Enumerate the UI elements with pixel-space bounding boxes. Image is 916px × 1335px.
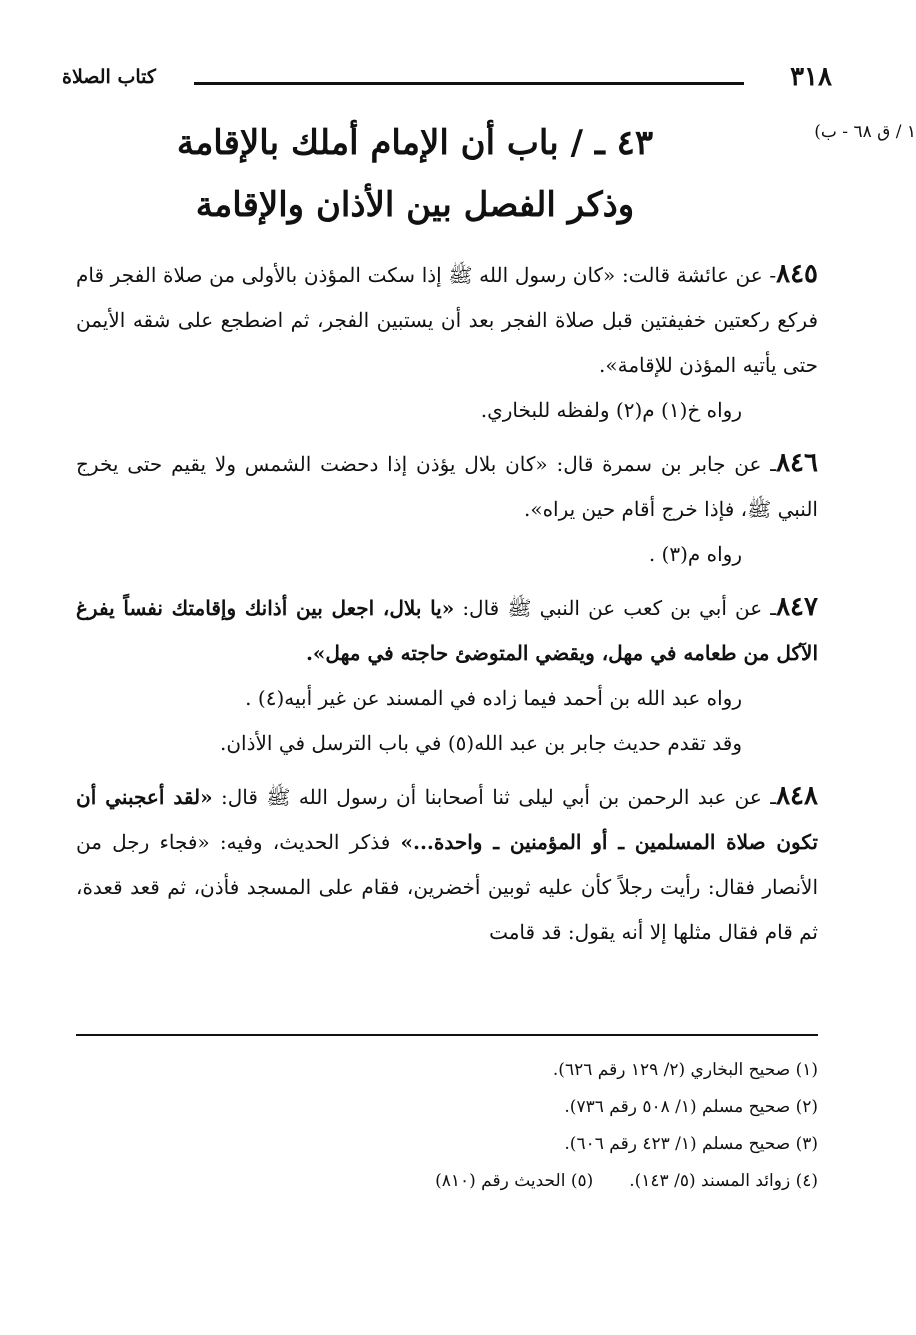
hadith-quote: «يا بلال، اجعل بين أذانك وإقامتك نفساً يفرغ الآكل من طعامه في مهل، ويقضي المتوضئ حاجته في مهل». (76, 596, 818, 665)
hadith-reference: رواه خ(١) م(٢) ولفظه للبخاري. (480, 398, 742, 422)
hadith-text: ـ عن عبد الرحمن بن أبي ليلى ثنا أصحابنا أن رسول الله ﷺ قال: (212, 785, 777, 809)
page-header (62, 62, 832, 96)
footnote: (٣) صحيح مسلم (١/ ٤٢٣ رقم ٦٠٦). (564, 1134, 818, 1154)
footnote: (٢) صحيح مسلم (١/ ٥٠٨ رقم ٧٣٦). (564, 1097, 818, 1117)
hadith-number: ٨٤٥ (776, 259, 819, 289)
running-title: كتاب الصلاة (62, 66, 156, 88)
hadith-number: ٨٤٨ (776, 781, 818, 811)
hadith-quote: «لقد أعجبني أن تكون صلاة المسلمين ـ أو المؤمنين ـ واحدة...» (76, 785, 818, 854)
hadith-reference: رواه م(٣) . (648, 542, 742, 566)
hadith-number: ٨٤٦ (776, 448, 818, 478)
chapter-title (120, 112, 710, 236)
hadith-text-continued: فذكر الحديث، وفيه: «فجاء رجل من الأنصار فقال: رأيت رجلاً كأن عليه ثوبين أخضرين، فقام على المسجد فأذن، ثم قعد قعدة، ثم قام فقال مثلها إلا أنه يقول: قد قامت (76, 830, 818, 944)
hadith-text: ـ عن أبي بن كعب عن النبي ﷺ قال: (454, 596, 777, 620)
page-number: ٣١٨ (790, 62, 832, 92)
manuscript-reference: ١ / ق ٦٨ - ب) (814, 122, 916, 142)
footnote: (٤) زوائد المسند (٥/ ١٤٣). (629, 1171, 818, 1191)
chapter-title-line-2: وذكر الفصل بين الأذان والإقامة (195, 185, 635, 225)
footnote: (١) صحيح البخاري (٢/ ١٢٩ رقم ٦٢٦). (552, 1060, 818, 1080)
hadith-846 (76, 441, 818, 532)
footnote: (٥) الحديث رقم (٨١٠) (435, 1171, 594, 1191)
footnote-row (76, 1163, 818, 1200)
chapter-title-line-1: ٤٣ ـ / باب أن الإمام أملك بالإقامة (176, 123, 654, 163)
footnote-rule (76, 1034, 818, 1036)
hadith-845 (76, 252, 818, 388)
hadith-reference: رواه عبد الله بن أحمد فيما زاده في المسند عن غير أبيه(٤) . (245, 686, 742, 710)
hadith-847 (76, 585, 818, 676)
hadith-reference: وقد تقدم حديث جابر بن عبد الله(٥) في باب الترسل في الأذان. (220, 731, 742, 755)
hadith-text: ـ عن جابر بن سمرة قال: «كان بلال يؤذن إذا دحضت الشمس ولا يقيم حتى يخرج النبي ﷺ، فإذا خرج أقام حين يراه». (76, 452, 818, 521)
main-text (76, 252, 818, 955)
hadith-number: ٨٤٧ (776, 592, 818, 622)
hadith-text: - عن عائشة قالت: «كان رسول الله ﷺ إذا سكت المؤذن بالأولى من صلاة الفجر قام فركع ركعتين خفيفتين قبل صلاة الفجر بعد أن يستبين الفجر، ثم اضطجع على شقه الأيمن حتى يأتيه المؤذن للإقامة». (76, 263, 818, 377)
header-rule (194, 82, 744, 85)
footnotes (76, 1052, 818, 1200)
hadith-848 (76, 774, 818, 955)
